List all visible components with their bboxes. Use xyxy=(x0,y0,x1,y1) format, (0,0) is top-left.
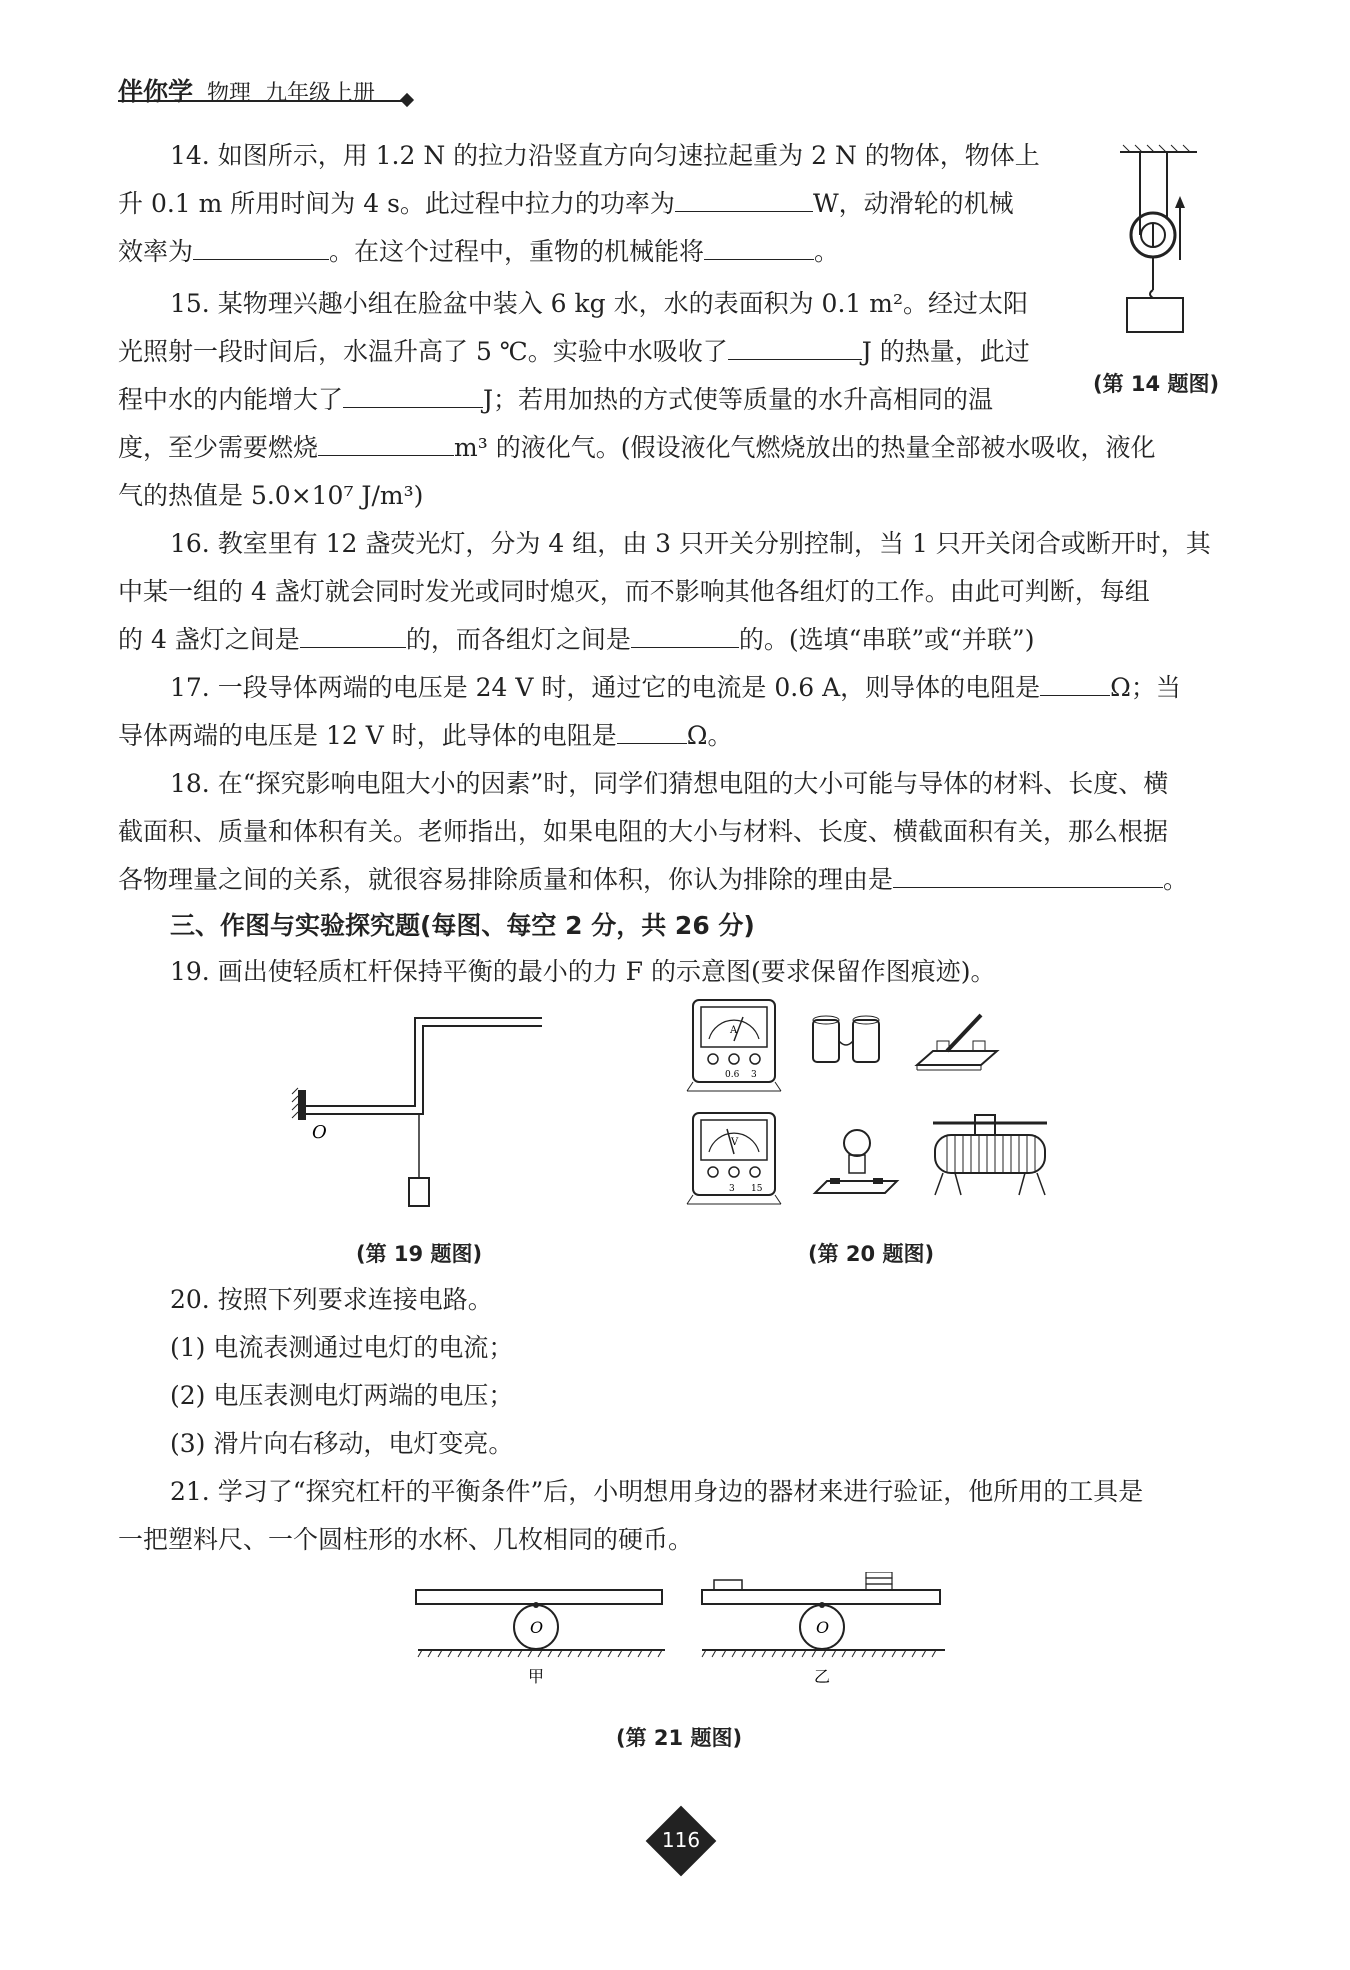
q18-text: 各物理量之间的关系，就很容易排除质量和体积，你认为排除的理由是 xyxy=(118,865,894,894)
brand-title: 伴你学 xyxy=(118,77,194,106)
q21-line-1: 21. 学习了“探究杠杆的平衡条件”后，小明想用身边的器材来进行验证，他所用的工具是 xyxy=(170,1477,1144,1506)
q17-blank-1[interactable] xyxy=(1040,665,1110,696)
grade-label: 九年级上册 xyxy=(265,81,376,106)
q15-line-1: 15. 某物理兴趣小组在脸盆中装入 6 kg 水，水的表面积为 0.1 m²。经过太阳 xyxy=(170,289,1028,318)
page-number: 116 xyxy=(661,1828,701,1852)
q15-text: J；若用加热的方式使等质量的水升高相同的温 xyxy=(483,385,994,414)
q15-text: 程中水的内能增大了 xyxy=(118,385,344,414)
ammeter-tick-low: 0.6 xyxy=(725,1070,740,1080)
svg-text:V: V xyxy=(731,1137,739,1148)
q14-efficiency-blank[interactable] xyxy=(193,229,329,260)
q16-line-1: 16. 教室里有 12 盏荧光灯，分为 4 组，由 3 只开关分别控制，当 1 只开关闭合或断开时，其 xyxy=(170,529,1211,558)
pivot-label-yi: O xyxy=(816,1618,830,1637)
q15-line-2 xyxy=(118,328,1030,376)
q17-line-2 xyxy=(118,712,732,760)
q19-text: 19. 画出使轻质杠杆保持平衡的最小的力 F 的示意图(要求保留作图痕迹)。 xyxy=(170,957,996,986)
pulley-figure xyxy=(1115,140,1215,340)
q17-text: 导体两端的电压是 12 V 时，此导体的电阻是 xyxy=(118,721,617,750)
fig20-caption: (第 20 题图) xyxy=(808,1242,935,1266)
q14-energy-blank[interactable] xyxy=(704,229,814,260)
q18-reason-blank[interactable] xyxy=(893,857,1163,888)
q16-blank-2[interactable] xyxy=(631,617,739,648)
q14-power-blank[interactable] xyxy=(675,181,813,212)
header-diamond-icon xyxy=(400,93,414,107)
q20-item-2: (2) 电压表测电灯两端的电压； xyxy=(170,1381,514,1410)
q20-item-3: (3) 滑片向右移动，电灯变亮。 xyxy=(170,1429,514,1458)
label-jia: 甲 xyxy=(528,1667,545,1686)
q21-line-2: 一把塑料尺、一个圆柱形的水杯、几枚相同的硬币。 xyxy=(118,1525,694,1554)
subject-label: 物理 xyxy=(207,81,252,106)
circuit-components-figure xyxy=(685,995,1075,1210)
q15-line-3 xyxy=(118,376,993,424)
q14-text: 升 0.1 m 所用时间为 4 s。此过程中拉力的功率为 xyxy=(118,189,675,218)
q18-line-1: 18. 在“探究影响电阻大小的因素”时，同学们猜想电阻的大小可能与导体的材料、长度、横 xyxy=(170,769,1169,798)
svg-text:A: A xyxy=(730,1025,738,1036)
q16-text: 的，而各组灯之间是 xyxy=(405,625,631,654)
fig19-caption: (第 19 题图) xyxy=(356,1242,483,1266)
q14-text: 。 xyxy=(814,237,840,266)
pivot-label-jia: O xyxy=(530,1618,544,1637)
q14-line-1: 14. 如图所示，用 1.2 N 的拉力沿竖直方向匀速拉起重为 2 N 的物体，物体上 xyxy=(170,141,1040,170)
balance-diagram-yi xyxy=(702,1572,945,1686)
q14-text: 效率为 xyxy=(118,237,194,266)
q15-energy-blank[interactable] xyxy=(343,377,483,408)
q15-line-4 xyxy=(118,424,1155,472)
q15-text: m³ 的液化气。(假设液化气燃烧放出的热量全部被水吸收，液化 xyxy=(454,433,1156,462)
knife-switch-icon xyxy=(917,1015,997,1070)
q18-line-3 xyxy=(118,856,1188,904)
voltmeter-tick-high: 15 xyxy=(751,1184,763,1194)
q15-gas-blank[interactable] xyxy=(318,425,454,456)
q14-text: 。在这个过程中，重物的机械能将 xyxy=(329,237,705,266)
lever-figure xyxy=(290,1010,550,1210)
ruler-balance-figure xyxy=(410,1572,950,1692)
battery-icon xyxy=(813,1016,879,1062)
q17-text: 17. 一段导体两端的电压是 24 V 时，通过它的电流是 0.6 A，则导体的电阻是 xyxy=(170,673,1041,702)
q17-blank-2[interactable] xyxy=(617,713,687,744)
q20-title: 20. 按照下列要求连接电路。 xyxy=(170,1285,493,1314)
fig14-caption: (第 14 题图) xyxy=(1093,372,1220,396)
balance-diagram-jia xyxy=(416,1590,665,1686)
q16-blank-1[interactable] xyxy=(300,617,406,648)
q15-heat-blank[interactable] xyxy=(728,329,862,360)
q16-text: 的 4 盏灯之间是 xyxy=(118,625,300,654)
voltmeter-tick-low: 3 xyxy=(729,1184,735,1194)
fig21-caption: (第 21 题图) xyxy=(616,1726,743,1750)
ammeter-tick-high: 3 xyxy=(751,1070,757,1080)
q16-line-2: 中某一组的 4 盏灯就会同时发光或同时熄灭，而不影响其他各组灯的工作。由此可判断，每组 xyxy=(118,577,1150,606)
q15-text: 度，至少需要燃烧 xyxy=(118,433,319,462)
q16-line-3 xyxy=(118,616,1034,664)
q16-text: 的。(选填“串联”或“并联”) xyxy=(738,625,1035,654)
light-bulb-icon xyxy=(815,1130,897,1193)
q15-text: J 的热量，此过 xyxy=(861,337,1030,366)
pivot-label: O xyxy=(312,1122,327,1143)
label-yi: 乙 xyxy=(814,1667,831,1686)
q17-text: Ω。 xyxy=(686,721,733,750)
q18-line-2: 截面积、质量和体积有关。老师指出，如果电阻的大小与材料、长度、横截面积有关，那么根据 xyxy=(118,817,1169,846)
q17-text: Ω；当 xyxy=(1110,673,1181,702)
q18-text: 。 xyxy=(1163,865,1189,894)
q15-text: 光照射一段时间后，水温升高了 5 ℃。实验中水吸收了 xyxy=(118,337,728,366)
section-3-heading: 三、作图与实验探究题(每图、每空 2 分，共 26 分) xyxy=(170,911,755,940)
rheostat-icon xyxy=(933,1115,1047,1195)
q14-line-2 xyxy=(118,180,1014,228)
q14-text: W，动滑轮的机械 xyxy=(812,189,1014,218)
q17-line-1 xyxy=(170,664,1181,712)
q20-item-1: (1) 电流表测通过电灯的电流； xyxy=(170,1333,514,1362)
header-rule xyxy=(118,100,408,102)
ammeter-icon xyxy=(687,1000,781,1091)
voltmeter-icon xyxy=(687,1113,781,1204)
q15-line-5: 气的热值是 5.0×10⁷ J/m³) xyxy=(118,481,424,510)
page-header xyxy=(118,72,389,108)
q14-line-3 xyxy=(118,228,839,276)
